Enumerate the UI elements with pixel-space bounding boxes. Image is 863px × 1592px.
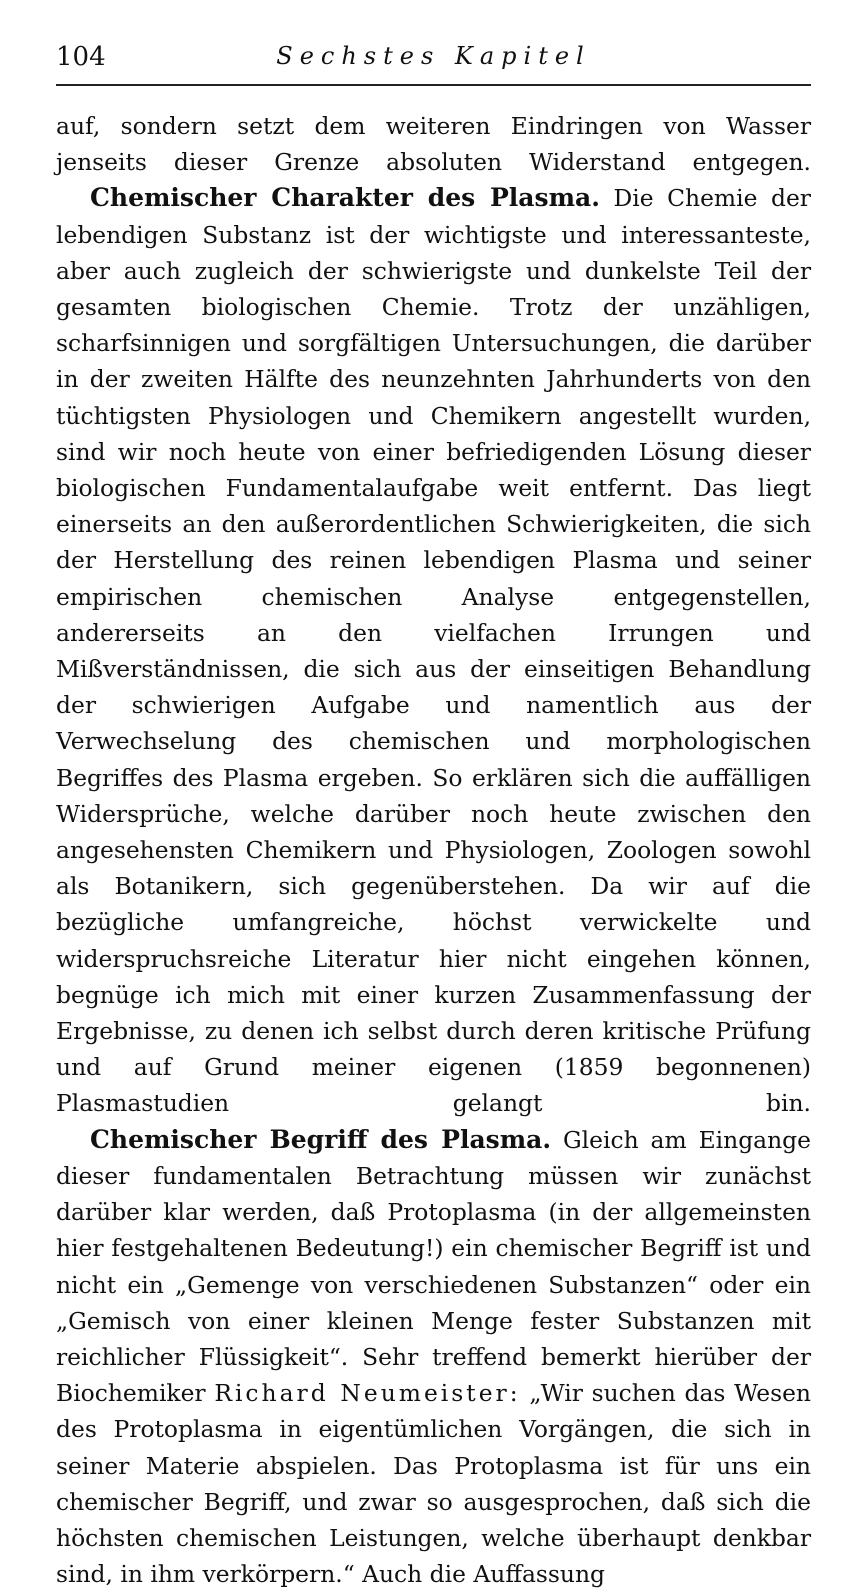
section-heading: Chemischer Charakter des Plasma. — [90, 183, 600, 213]
paragraph-text: Die Chemie der lebendigen Substanz ist der wichtigste und interessanteste, aber auch zugleich der schwierigste und dunkelste Teil der gesamten biologischen Chemie. Trotz der unzähligen, scharfsinnigen und sorgfältigen Untersuchungen, die darüber in der zweiten Hälfte des neunzehnten Jahrhunderts von den tüchtigsten Physiologen und Chemikern angestellt wurden, sind wir noch heute von einer befriedigenden Lösung dieser biologischen Fundamentalaufgabe weit entfernt. Das liegt einerseits an den außerordentlichen Schwierigkeiten, die sich der Herstellung des reinen lebendigen Plasma und seiner empirischen chemischen Analyse entgegenstellen, andererseits an den vielfachen Irrungen und Mißverständnissen, die sich aus der einseitigen Behandlung der schwierigen Aufgabe und namentlich aus der Verwechselung des chemischen und morphologischen Begriffes des Plasma ergeben. So erklären sich die auffälligen Widersprüche, welche darüber noch heute zwischen den angesehensten Chemikern und Physiologen, Zoologen sowohl als Botanikern, sich gegenüberstehen. Da wir auf die bezügliche umfangreiche, höchst verwickelte und widerspruchsreiche Literatur hier nicht eingehen können, begnüge ich mich mit einer kurzen Zusammenfassung der Ergebnisse, zu denen ich selbst durch deren kritische Prüfung und auf Grund meiner eigenen (1859 begonnenen) Plasmastudien gelangt bin. — [56, 184, 811, 1118]
paragraph-chemical-character — [56, 180, 811, 1121]
author-name: Richard Neumeister: — [214, 1379, 521, 1408]
section-heading: Chemischer Begriff des Plasma. — [90, 1124, 552, 1154]
page-number: 104 — [56, 42, 106, 72]
running-head: Sechstes Kapitel — [276, 42, 591, 70]
page-header — [56, 40, 811, 86]
paragraph-text: Gleich am Eingange dieser fundamentalen Betrachtung müssen wir zunächst darüber klar werden, daß Protoplasma (in der allgemeinsten hier festgehaltenen Bedeutung!) ein chemischer Begriff ist und nicht ein „Gemenge von verschiedenen Substanzen“ oder ein „Gemisch von einer kleinen Menge fester Substanzen mit reichlicher Flüssigkeit“. Sehr treffend bemerkt hierüber der Biochemiker — [56, 1125, 812, 1408]
paragraph-continuation — [56, 108, 811, 180]
quotation-text: „Wir suchen das Wesen des Protoplasma in eigentümlichen Vorgängen, die sich in seiner Materie abspielen. Das Protoplasma ist für uns ein chemischer Begriff, und zwar so ausgesprochen, daß sich die höchsten chemischen Leistungen, welche überhaupt denkbar sind, in ihm verkörpern.“ Auch die Auffassung — [56, 1379, 811, 1589]
paragraph-text: auf, sondern setzt dem weiteren Eindringen von Wasser jenseits dieser Grenze absoluten Widerstand entgegen. — [56, 112, 811, 177]
paragraph-chemical-concept — [56, 1122, 811, 1592]
